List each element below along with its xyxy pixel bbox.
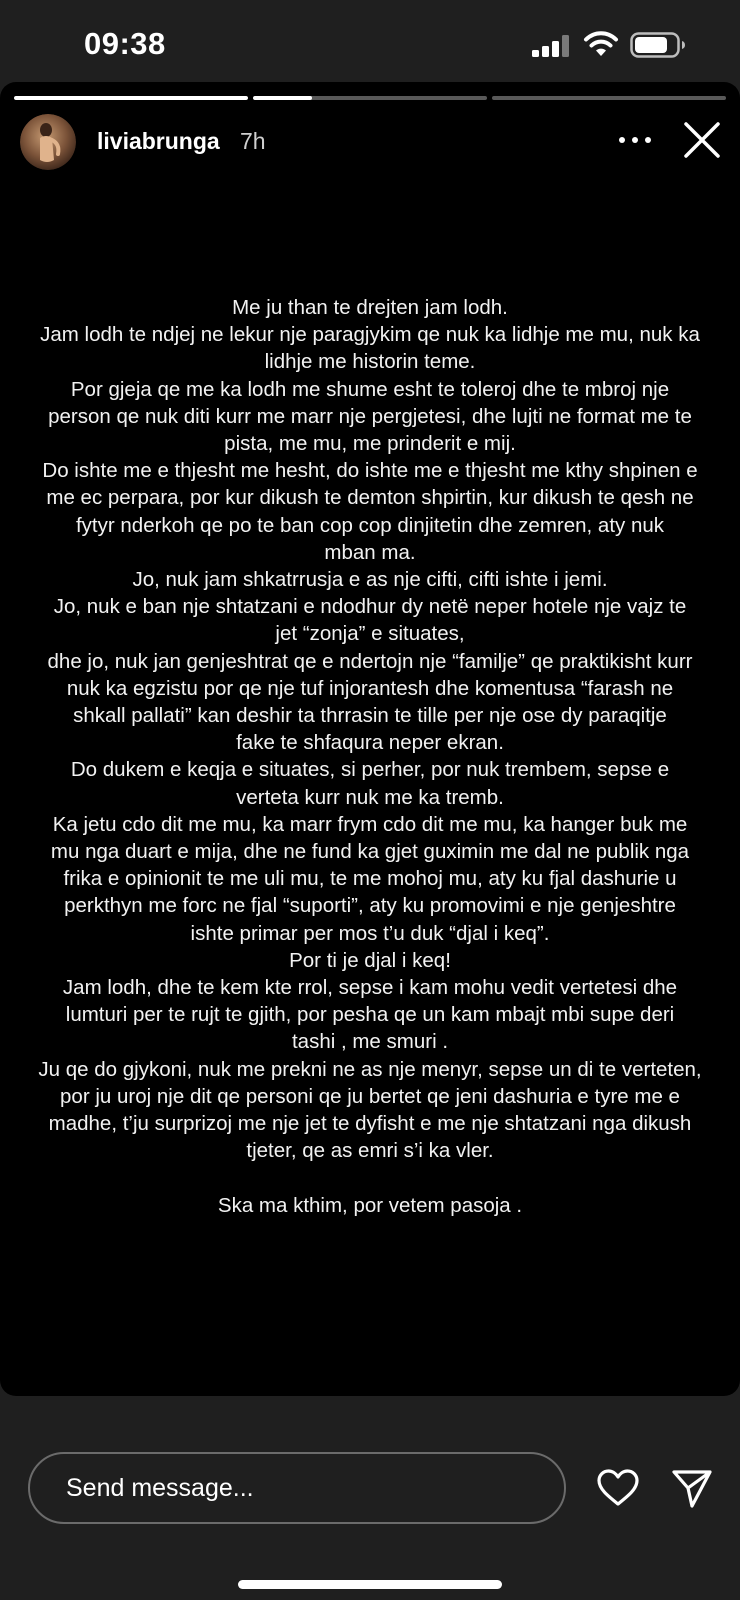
story-timestamp: 7h bbox=[240, 128, 266, 154]
story-text-line: lumturi per te rujt te gjith, por pesha qe un kam mbajt mbi supe deri bbox=[65, 1003, 675, 1027]
avatar[interactable] bbox=[20, 114, 76, 170]
story-text-line: Ska ma kthim, por vetem pasoja . bbox=[217, 1193, 523, 1217]
story-text-line: frika e opinionit te me uli mu, te me mohoj mu, aty ku fjal dashurie u bbox=[63, 867, 677, 891]
story-text-line: Jo, nuk e ban nje shtatzani e ndodhur dy netë neper hotele nje vajz te bbox=[53, 595, 687, 619]
story-text-line: pista, me mu, me prinderit e mij. bbox=[224, 432, 516, 456]
wifi-icon bbox=[583, 30, 619, 58]
story-progress-bar bbox=[14, 96, 726, 100]
story-text-line: por ju uroj nje dit qe personi qe ju bertet qe jeni dashuria e tyre me e bbox=[60, 1084, 680, 1108]
story-text-line: Jo, nuk jam shkatrrusja e as nje cifti, cifti ishte i jemi. bbox=[132, 568, 608, 592]
story-viewer[interactable] bbox=[0, 82, 740, 1396]
story-text-line: Jam lodh, dhe te kem kte rrol, sepse i kam mohu vedit vertetesi dhe bbox=[62, 976, 678, 1000]
story-text bbox=[22, 294, 718, 1219]
send-message-input[interactable] bbox=[28, 1452, 566, 1524]
more-options-icon[interactable] bbox=[614, 126, 656, 154]
battery-icon bbox=[630, 32, 686, 58]
story-text-line: Me ju than te drejten jam lodh. bbox=[232, 296, 508, 319]
story-text-line: me ec perpara, por kur dikush te demton shpirtin, kur dikush te qesh ne bbox=[46, 486, 694, 510]
story-text-line: mban ma. bbox=[324, 540, 416, 564]
status-bar bbox=[0, 0, 740, 82]
story-text-line: person qe nuk diti kurr me marr nje pergjetesi, dhe lujti ne format me te bbox=[48, 404, 692, 428]
home-indicator[interactable] bbox=[238, 1580, 502, 1589]
story-text-line: tashi , me smuri . bbox=[291, 1030, 449, 1054]
story-text-line: Jam lodh te ndjej ne lekur nje paragjykim qe nuk ka lidhje me mu, nuk ka bbox=[40, 323, 700, 347]
story-text-line: ishte primar per mos t’u duk “djal i keq”. bbox=[190, 921, 550, 945]
story-text-line: shkall pallati” kan deshir ta thrrasin te tille per nje ose dy paraqitje bbox=[73, 704, 667, 728]
clock: 09:38 bbox=[84, 26, 166, 61]
send-icon[interactable] bbox=[670, 1466, 714, 1510]
story-text-line: Por ti je djal i keq! bbox=[289, 948, 451, 972]
heart-icon[interactable] bbox=[596, 1468, 640, 1508]
story-text-line: Do ishte me e thjesht me hesht, do ishte me e thjesht me kthy shpinen e bbox=[42, 459, 698, 483]
story-header bbox=[0, 112, 740, 172]
story-progress-segment bbox=[253, 96, 487, 100]
story-text-line: perkthyn me forc ne fjal “suporti”, aty ku promovimi e nje genjeshtre bbox=[64, 894, 676, 918]
story-text-line: tjeter, qe as emri s’i ka vler. bbox=[246, 1139, 494, 1163]
story-text-line: Por gjeja qe me ka lodh me shume esht te toleroj dhe te mbroj nje bbox=[70, 377, 670, 401]
story-text-line: Do dukem e keqja e situates, si perher, por nuk trembem, sepse e bbox=[70, 758, 670, 782]
story-progress-segment bbox=[14, 96, 248, 100]
cellular-signal-icon bbox=[532, 35, 572, 57]
story-text-line: Ju qe do gjykoni, nuk me prekni ne as nje menyr, sepse un di te verteten, bbox=[38, 1057, 702, 1081]
story-text-line: mu nga duart e mija, dhe ne fund ka gjet guximin me dal ne publik nga bbox=[50, 840, 690, 864]
close-icon[interactable] bbox=[680, 118, 724, 162]
story-text-line: verteta kurr nuk me ka tremb. bbox=[236, 785, 504, 809]
story-text-line: Ka jetu cdo dit me mu, ka marr frym cdo dit me mu, ka hanger buk me bbox=[52, 812, 688, 836]
story-reply-bar bbox=[0, 1396, 740, 1600]
story-progress-segment bbox=[492, 96, 726, 100]
story-text-line bbox=[22, 1165, 718, 1192]
story-text-line: fytyr nderkoh qe po te ban cop cop dinjitetin dhe zemren, aty nuk bbox=[75, 513, 665, 537]
story-text-line: madhe, t’ju surprizoj me nje jet te dyfisht e me nje shtatzani nga dikush bbox=[48, 1112, 692, 1136]
story-text-line: jet “zonja” e situates, bbox=[275, 622, 465, 646]
story-text-line: fake te shfaqura neper ekran. bbox=[236, 731, 504, 755]
story-text-line: nuk ka egzistu por qe nje tuf injorantesh dhe komentusa “farash ne bbox=[66, 676, 674, 700]
story-text-line: dhe jo, nuk jan genjeshtrat qe e ndertojn nje “familje” qe praktikisht kurr bbox=[47, 649, 693, 673]
story-username[interactable]: liviabrunga bbox=[97, 128, 220, 154]
story-text-line: lidhje me historin teme. bbox=[264, 350, 476, 374]
